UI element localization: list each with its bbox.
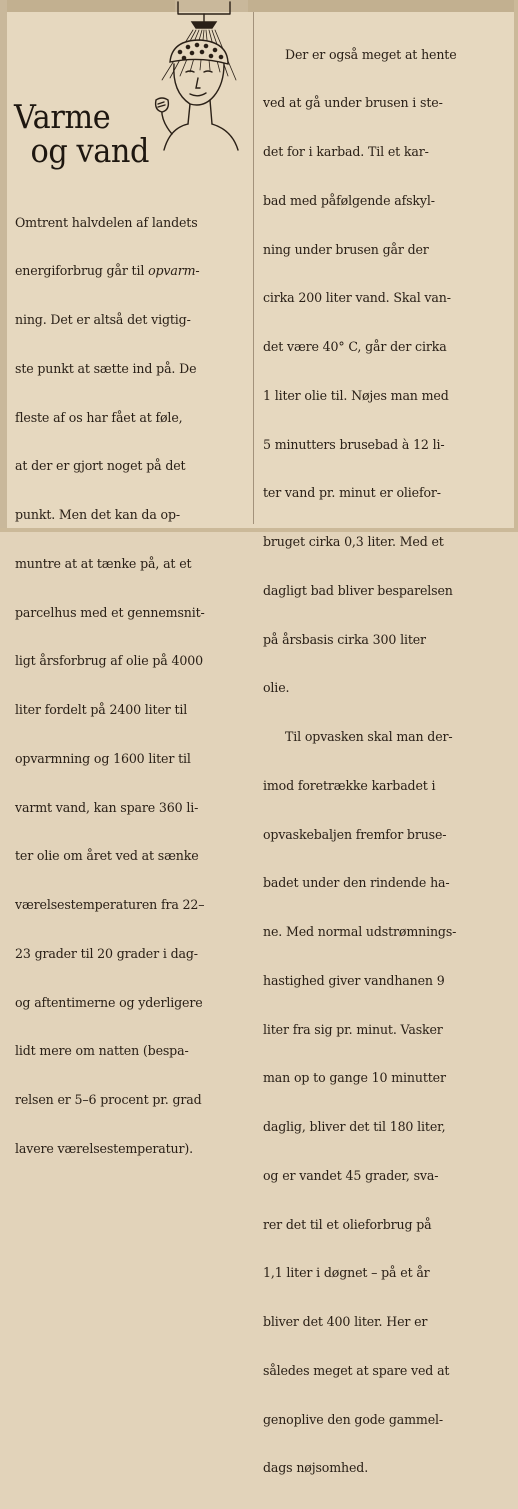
- text-line: bruget cirka 0,3 liter. Med et: [263, 534, 444, 549]
- text-line: dagligt bad bliver besparelsen: [263, 582, 453, 598]
- text-line: bad med påfølgende afskyl-: [263, 192, 435, 208]
- text-line: på årsbasis cirka 300 liter: [263, 631, 426, 647]
- headline-line-1: Varme: [14, 97, 111, 136]
- text-line: punkt. Men det kan da op-: [15, 507, 180, 522]
- text-line: varmt vand, kan spare 360 li-: [15, 799, 199, 815]
- text-line: således meget at spare ved at: [263, 1362, 450, 1378]
- right-column-text: [263, 14, 511, 1509]
- text-line: dags nøjsomhed.: [263, 1460, 369, 1476]
- text-line: bliver det 400 liter. Her er: [263, 1314, 428, 1329]
- right-border: [514, 0, 518, 532]
- text-line: hastighed giver vandhanen 9: [263, 972, 445, 988]
- text-line: rer det til et olieforbrug på: [263, 1216, 432, 1232]
- text-line: ter vand pr. minut er oliefor-: [263, 485, 441, 501]
- text-line: daglig, bliver det til 180 liter,: [263, 1119, 446, 1134]
- text-line: Der er også meget at hente: [285, 46, 457, 62]
- text-line: 1,1 liter i døgnet – på et år: [263, 1265, 430, 1281]
- text-line: ligt årsforbrug af olie på 4000: [15, 653, 203, 669]
- italic-word: opvarm-: [148, 263, 200, 279]
- column-divider: [253, 12, 254, 524]
- text-line: lidt mere om natten (bespa-: [15, 1043, 189, 1059]
- article-headline: [14, 97, 161, 170]
- text-line: at der er gjort noget på det: [15, 458, 186, 474]
- top-border-right: [248, 0, 518, 12]
- text-line: genoplive den gode gammel-: [263, 1411, 443, 1427]
- text-line: muntre at at tænke på, at et: [15, 555, 192, 571]
- left-border: [0, 0, 7, 532]
- text-line: 1 liter olie til. Nøjes man med: [263, 387, 449, 403]
- text-line: liter fra sig pr. minut. Vasker: [263, 1021, 443, 1037]
- text-line: og aftentimerne og yderligere: [15, 994, 203, 1010]
- text-line: man op to gange 10 minutter: [263, 1070, 446, 1086]
- text-line: lavere værelsestemperatur).: [15, 1140, 193, 1156]
- text-line: badet under den rindende ha-: [263, 875, 450, 891]
- text-line: Til opvasken skal man der-: [285, 729, 453, 744]
- text-line: ste punkt at sætte ind på. De: [15, 360, 197, 376]
- text-line: det være 40° C, går der cirka: [263, 339, 447, 354]
- top-border: [0, 0, 518, 12]
- text-line: ning. Det er altså det vigtig-: [15, 312, 191, 327]
- text-line: imod foretrække karbadet i: [263, 777, 436, 793]
- text-line: energiforbrug går til opvarm-: [15, 263, 200, 279]
- text-line: parcelhus med et gennemsnit-: [15, 604, 205, 620]
- text-line: fleste af os har fået at føle,: [15, 409, 183, 425]
- text-line: ning under brusen går der: [263, 241, 429, 257]
- headline-line-2: og vand: [30, 131, 149, 170]
- text-line: Omtrent halvdelen af landets: [15, 214, 198, 230]
- text-line: opvarmning og 1600 liter til: [15, 750, 191, 766]
- text-line: ne. Med normal udstrømnings-: [263, 924, 457, 939]
- text-line: ter olie om året ved at sænke: [15, 848, 199, 864]
- text-line: olie.: [263, 680, 290, 696]
- text-line: 5 minutters brusebad à 12 li-: [263, 436, 445, 452]
- text-line: opvaskebaljen fremfor bruse-: [263, 826, 447, 842]
- text-line: cirka 200 liter vand. Skal van-: [263, 290, 451, 306]
- text-line: liter fordelt på 2400 liter til: [15, 702, 188, 717]
- text-line: relsen er 5–6 procent pr. grad: [15, 1092, 202, 1107]
- text-line: og er vandet 45 grader, sva-: [263, 1167, 439, 1183]
- text-line: værelsestemperaturen fra 22–: [15, 897, 205, 912]
- text-line: det for i karbad. Til et kar-: [263, 144, 429, 159]
- text-line: 23 grader til 20 grader i dag-: [15, 945, 198, 961]
- left-column-text: [15, 182, 251, 1190]
- text-line: ved at gå under brusen i ste-: [263, 95, 443, 111]
